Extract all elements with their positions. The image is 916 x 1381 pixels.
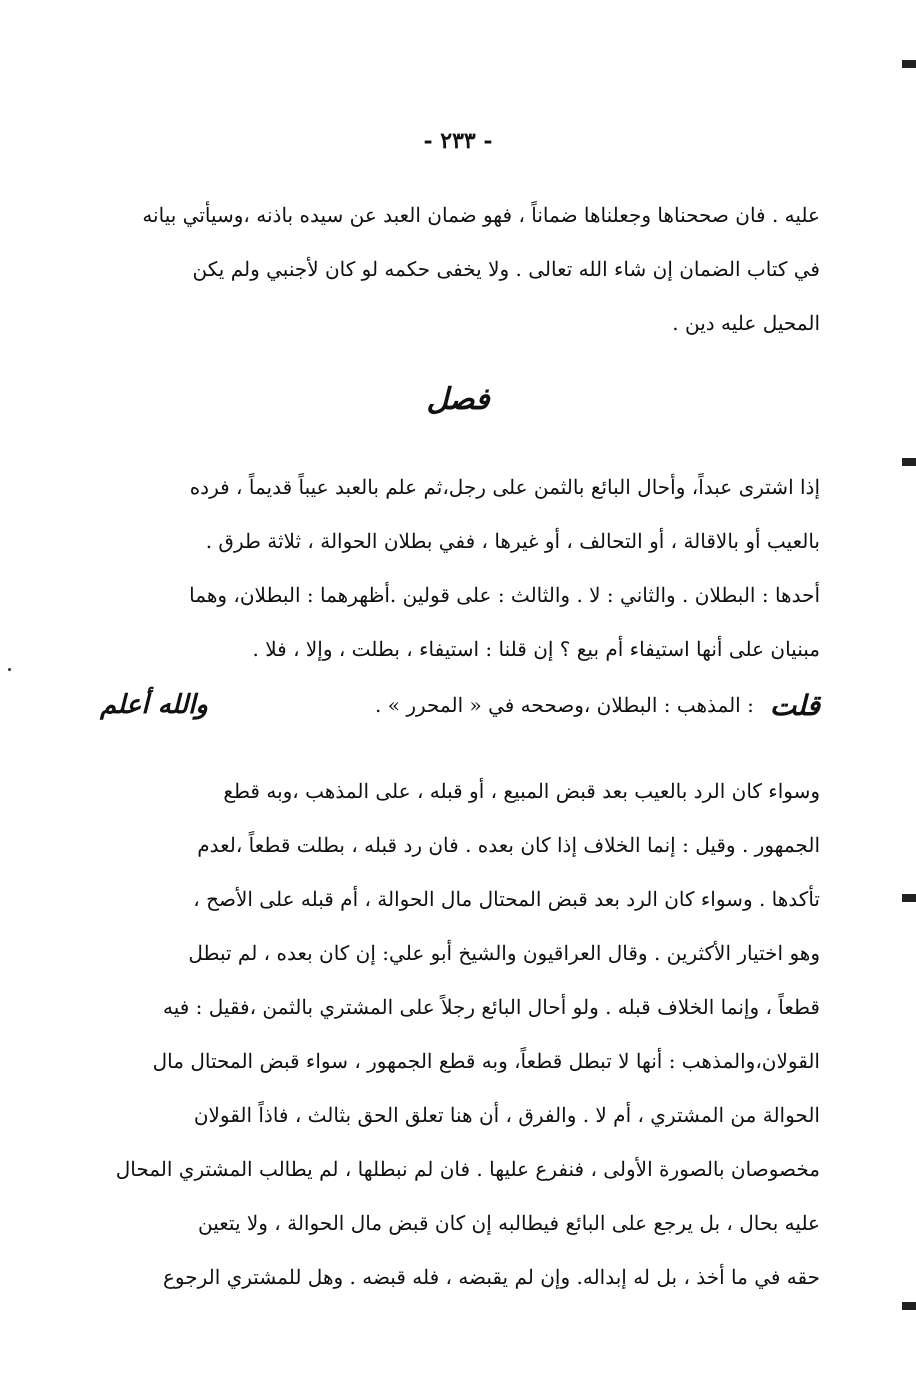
text-line: مخصوصان بالصورة الأولى ، فنفرع عليها . فان لم نبطلها ، لم يطالب المشتري المحال xyxy=(115,1157,820,1181)
text-line: أحدها : البطلان . والثاني : لا . والثالث : على قولين .أظهرهما : البطلان، وهما xyxy=(189,583,820,607)
scan-edge-mark xyxy=(902,60,916,68)
scan-edge-mark xyxy=(902,1302,916,1310)
text-line: في كتاب الضمان إن شاء الله تعالى . ولا يخفى حكمه لو كان لأجنبي ولم يكن xyxy=(192,257,820,281)
text-line: القولان،والمذهب : أنها لا تبطل قطعاً، وبه قطع الجمهور ، سواء قبض المحتال مال xyxy=(152,1049,820,1073)
page-number: - ٢٣٣ - xyxy=(423,128,493,154)
qult-closing: والله أعلم xyxy=(100,690,208,720)
text-line: حقه في ما أخذ ، بل له إبداله. وإن لم يقبضه ، فله قبضه . وهل للمشتري الرجوع xyxy=(162,1265,820,1289)
qult-note xyxy=(100,678,820,732)
text-line: المحيل عليه دين . xyxy=(672,311,820,335)
paragraph-3 xyxy=(100,764,820,1304)
text-line: مبنيان على أنها استيفاء أم بيع ؟ إن قلنا : استيفاء ، بطلت ، وإلا ، فلا . xyxy=(252,637,820,661)
paragraph-2 xyxy=(100,460,820,676)
text-line: عليه بحال ، بل يرجع على البائع فيطالبه إن كان قبض مال الحوالة ، ولا يتعين xyxy=(198,1211,820,1235)
text-line: عليه . فان صححناها وجعلناها ضماناً ، فهو ضمان العبد عن سيده باذنه ،وسيأتي بيانه xyxy=(142,203,820,227)
scan-edge-mark xyxy=(902,894,916,902)
text-line: بالعيب أو بالاقالة ، أو التحالف ، أو غيرها ، ففي بطلان الحوالة ، ثلاثة طرق . xyxy=(205,529,820,553)
paragraph-1 xyxy=(100,188,820,350)
text-line: قطعاً ، وإنما الخلاف قبله . ولو أحال البائع رجلاً على المشتري بالثمن ،فقيل : فيه xyxy=(162,995,820,1019)
text-line: تأكدها . وسواء كان الرد بعد قبض المحتال مال الحوالة ، أم قبله على الأصح ، xyxy=(193,887,820,911)
qult-label: قلت xyxy=(769,688,820,722)
qult-text: : المذهب : البطلان ،وصححه في « المحرر » . xyxy=(375,693,754,717)
text-line: الجمهور . وقيل : إنما الخلاف إذا كان بعده . فان رد قبله ، بطلت قطعاً ،لعدم xyxy=(197,833,820,857)
text-line: الحوالة من المشتري ، أم لا . والفرق ، أن هنا تعلق الحق بثالث ، فاذاً القولان xyxy=(193,1103,820,1127)
section-title: فصل xyxy=(426,382,490,417)
scan-edge-mark xyxy=(902,458,916,466)
text-line: وسواء كان الرد بالعيب بعد قبض المبيع ، أو قبله ، على المذهب ،وبه قطع xyxy=(223,779,820,803)
scan-speck xyxy=(8,668,11,671)
text-line: وهو اختيار الأكثرين . وقال العراقيون والشيخ أبو علي: إن كان بعده ، لم تبطل xyxy=(188,941,820,965)
text-line: إذا اشترى عبداً، وأحال البائع بالثمن على رجل،ثم علم بالعبد عيباً قديماً ، فرده xyxy=(189,475,820,499)
